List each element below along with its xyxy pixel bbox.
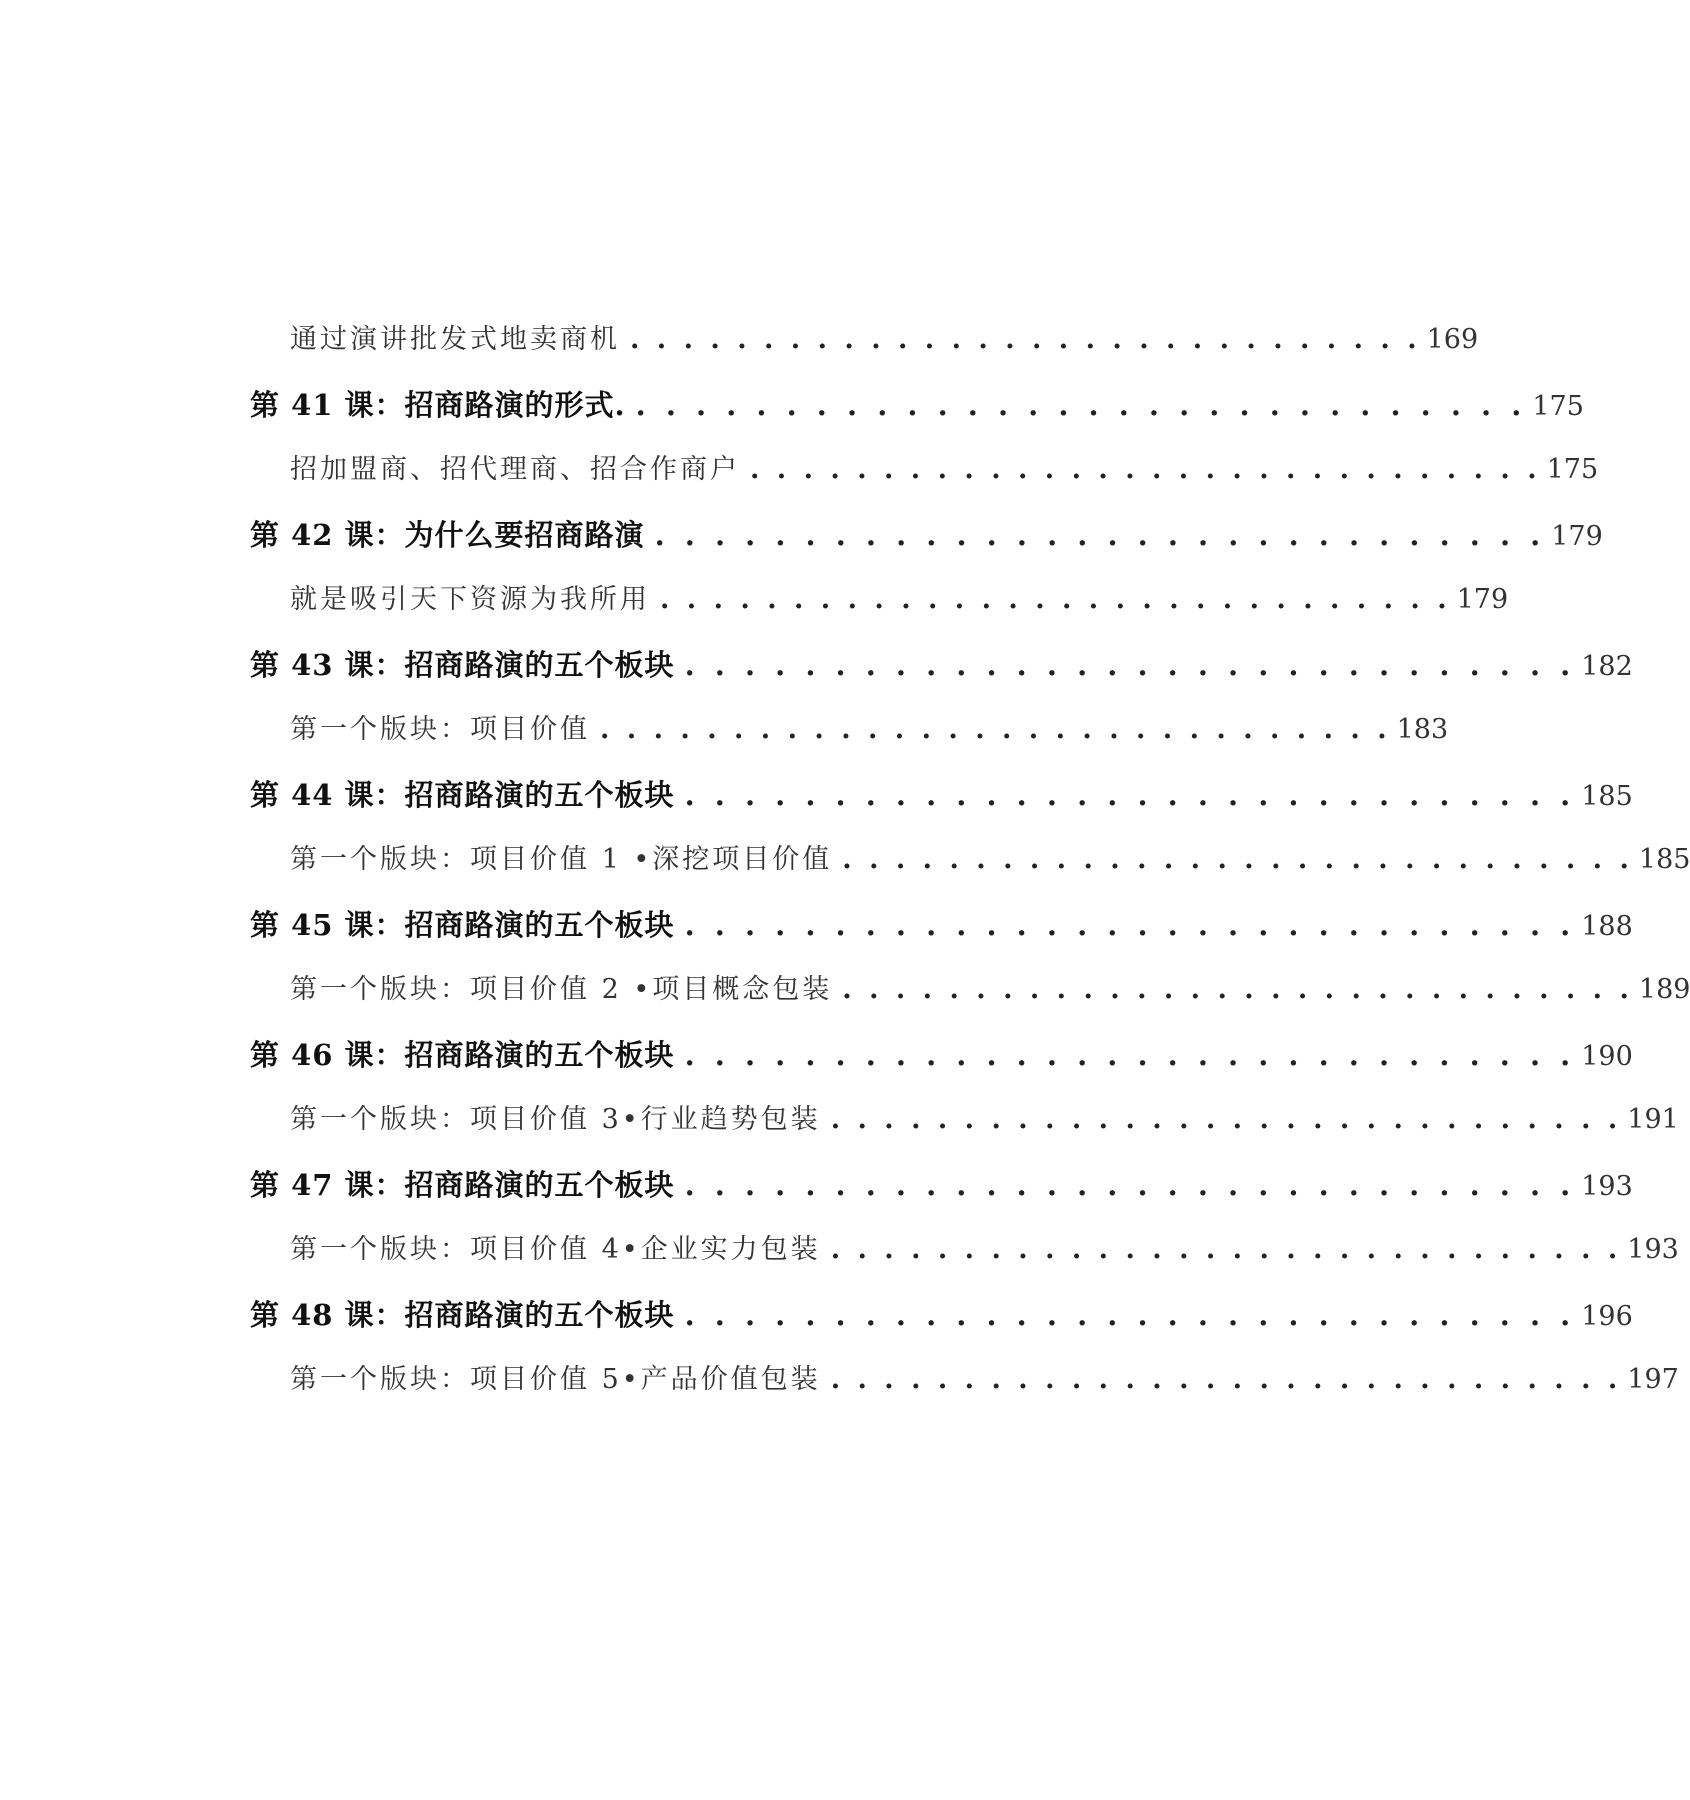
toc-page-number: 193 (1581, 1171, 1633, 1202)
toc-page-number: 189 (1638, 974, 1690, 1005)
toc-entry (290, 708, 1449, 752)
toc-entry-title: 第一个版块：项目价值 1 •深挖项目价值 (290, 844, 833, 875)
toc-entry (290, 1098, 1679, 1142)
toc-page-number: 191 (1627, 1104, 1679, 1135)
toc-entry-title: 第 48 课：招商路演的五个板块 (250, 1298, 675, 1332)
toc-page-number: 190 (1581, 1041, 1633, 1072)
dot-leader: . . . . . . . . . . . . . . . . . . . . . . . . . . . . . . (830, 1234, 1622, 1265)
dot-leader: . . . . . . . . . . . . . . . . . . . . . . . . . . . . . . (750, 454, 1541, 485)
toc-entry-title: 第 46 课：招商路演的五个板块 (250, 1038, 675, 1072)
toc-entry-title: 第一个版块：项目价值 5•产品价值包装 (290, 1364, 821, 1395)
toc-entry (250, 643, 1633, 687)
toc-page-number: 185 (1581, 781, 1633, 812)
toc-entry-title: 招加盟商、招代理商、招合作商户 (290, 454, 740, 485)
toc-entry (250, 383, 1584, 427)
dot-leader: . . . . . . . . . . . . . . . . . . . . . . . . . . . . . . (660, 584, 1451, 615)
toc-page-number: 179 (1456, 584, 1509, 615)
toc-entry-title: 第 47 课：招商路演的五个板块 (250, 1168, 675, 1202)
toc-entry-title: 第 42 课：为什么要招商路演 (250, 518, 645, 552)
toc-entry (290, 448, 1599, 492)
toc-entry (250, 1293, 1633, 1337)
dot-leader: . . . . . . . . . . . . . . . . . . . . . . . . . . . . . . (600, 714, 1391, 745)
toc-entry-title: 通过演讲批发式地卖商机 (290, 324, 620, 355)
toc-entry-title: 第 44 课：招商路演的五个板块 (250, 778, 675, 812)
toc-entry (290, 838, 1690, 882)
toc-page-number: 182 (1581, 651, 1633, 682)
toc-entry-title: 第一个版块：项目价值 2 •项目概念包装 (290, 974, 833, 1005)
toc-entry (250, 513, 1603, 557)
dot-leader: . . . . . . . . . . . . . . . . . . . . . . . . . . . . . . (842, 974, 1633, 1005)
dot-leader: . . . . . . . . . . . . . . . . . . . . . . . . . . . . . . (654, 518, 1546, 552)
toc-entry-title: 就是吸引天下资源为我所用 (290, 584, 650, 615)
toc-entry (250, 773, 1633, 817)
toc-page-number: 175 (1532, 391, 1584, 422)
dot-leader: . . . . . . . . . . . . . . . . . . . . . . . . . . . . . . (684, 1038, 1576, 1072)
toc-entry (290, 318, 1479, 362)
toc-entry-title: 第 45 课：招商路演的五个板块 (250, 908, 675, 942)
toc-entry (290, 578, 1509, 622)
dot-leader: . . . . . . . . . . . . . . . . . . . . . . . . . . . . . . (830, 1104, 1622, 1135)
toc-entry-title: 第一个版块：项目价值 (290, 714, 590, 745)
toc-page-number: 197 (1627, 1364, 1679, 1395)
dot-leader: . . . . . . . . . . . . . . . . . . . . . . . . . . . . . . (830, 1364, 1622, 1395)
toc-page-number: 179 (1551, 521, 1603, 552)
dot-leader: . . . . . . . . . . . . . . . . . . . . . . . . . . . . . . (630, 324, 1421, 355)
toc-entry (250, 903, 1633, 947)
toc-entry (290, 968, 1690, 1012)
toc-entry (290, 1228, 1679, 1272)
dot-leader: . . . . . . . . . . . . . . . . . . . . . . . . . . . . . . (684, 1168, 1576, 1202)
toc-entry (290, 1358, 1679, 1402)
dot-leader: . . . . . . . . . . . . . . . . . . . . . . . . . . . . . . (842, 844, 1633, 875)
dot-leader: . . . . . . . . . . . . . . . . . . . . . . . . . . . . . . (684, 908, 1576, 942)
toc-entry-title: 第一个版块：项目价值 3•行业趋势包装 (290, 1104, 821, 1135)
toc-entry-title: 第 41 课：招商路演的形式. (250, 388, 626, 422)
toc-page-number: 188 (1581, 911, 1633, 942)
toc-entry-title: 第一个版块：项目价值 4•企业实力包装 (290, 1234, 821, 1265)
dot-leader: . . . . . . . . . . . . . . . . . . . . . . . . . . . . . . (684, 778, 1576, 812)
toc-page-number: 183 (1396, 714, 1449, 745)
toc-page-number: 169 (1426, 324, 1479, 355)
toc-page-number: 196 (1581, 1301, 1633, 1332)
toc-entry (250, 1163, 1633, 1207)
toc-entry-title: 第 43 课：招商路演的五个板块 (250, 648, 675, 682)
toc-page-number: 175 (1546, 454, 1599, 485)
toc-page-number: 193 (1627, 1234, 1679, 1265)
toc-page-number: 185 (1638, 844, 1690, 875)
dot-leader: . . . . . . . . . . . . . . . . . . . . . . . . . . . . . . (684, 1298, 1576, 1332)
dot-leader: . . . . . . . . . . . . . . . . . . . . . . . . . . . . . . (635, 388, 1527, 422)
toc-entry (250, 1033, 1633, 1077)
dot-leader: . . . . . . . . . . . . . . . . . . . . . . . . . . . . . . (684, 648, 1576, 682)
